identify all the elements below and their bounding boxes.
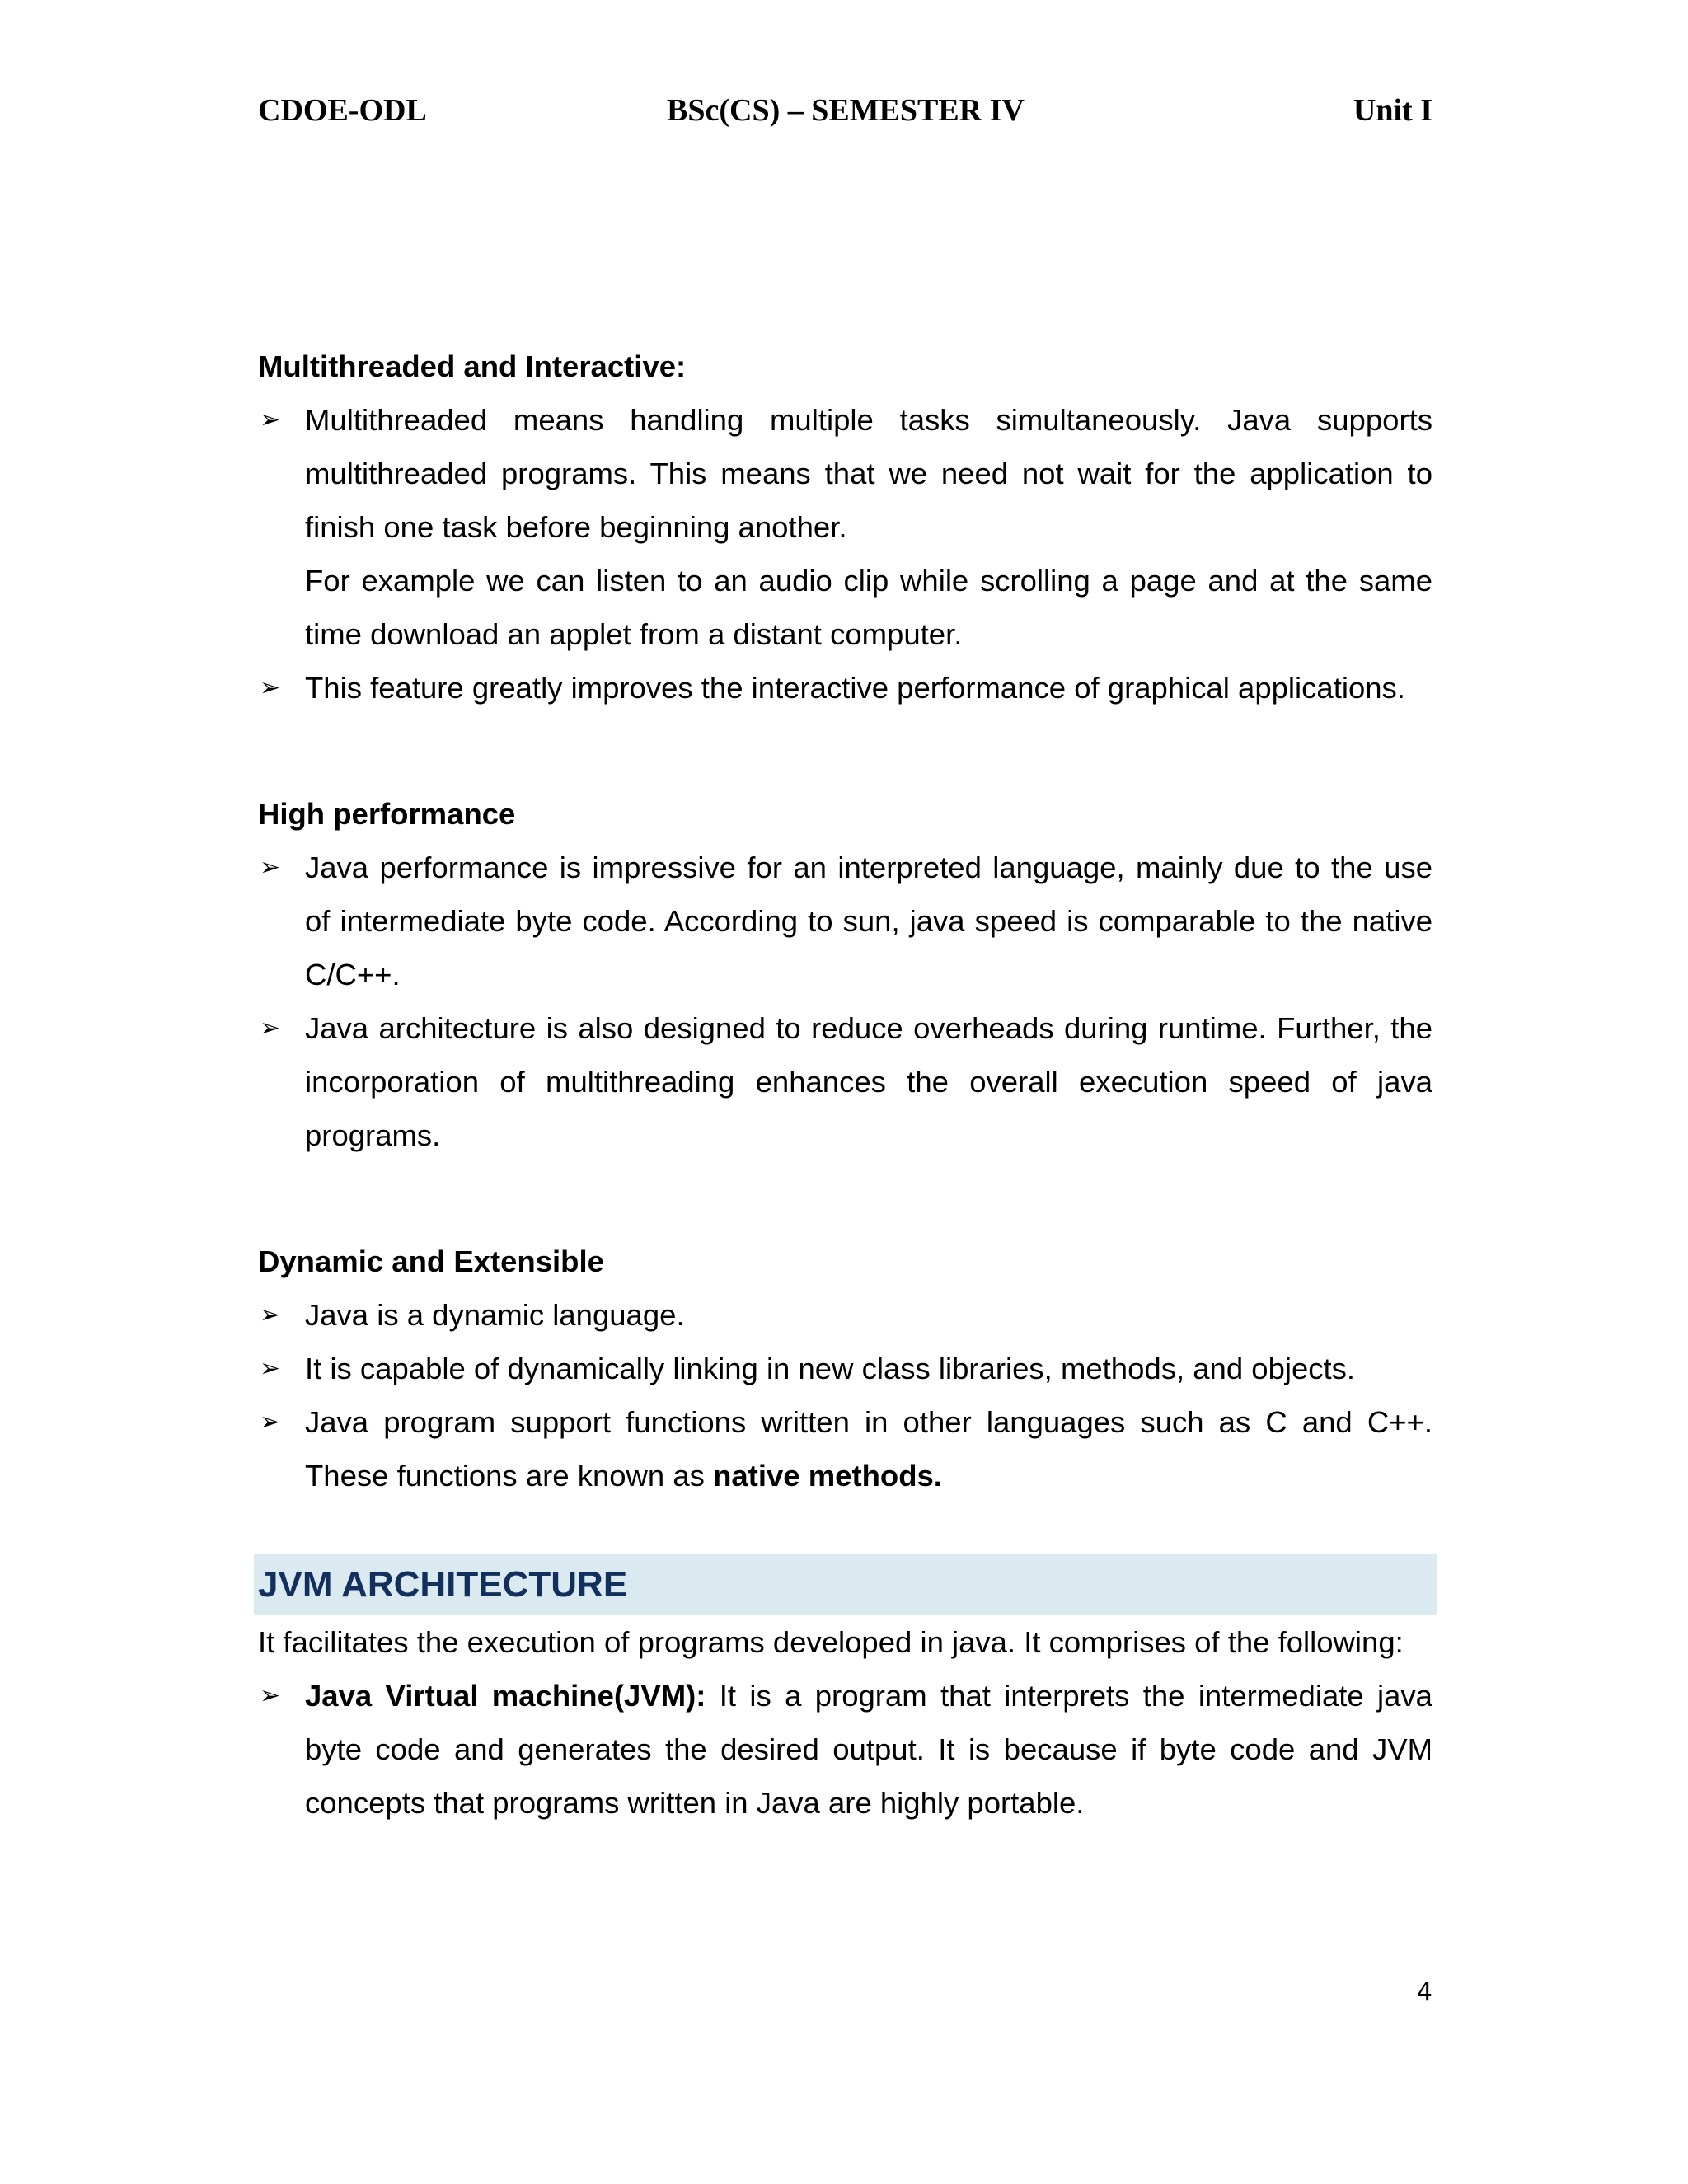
list-item (258, 1001, 1432, 1162)
section-multithreaded (258, 340, 1432, 715)
bullet-text (305, 1395, 1432, 1502)
arrow-bullet-icon: ➢ (260, 854, 281, 881)
list-item (258, 1288, 1432, 1342)
page-content (258, 340, 1432, 1830)
arrow-bullet-icon: ➢ (260, 1301, 281, 1329)
arrow-bullet-icon: ➢ (260, 406, 281, 434)
arrow-bullet-icon: ➢ (260, 1682, 281, 1709)
arrow-bullet-icon: ➢ (260, 674, 281, 701)
section-heading-band (254, 1554, 1437, 1615)
section-dynamic (258, 1235, 1432, 1502)
bullet-text: Java performance is impressive for an interpreted language, mainly due to the use of intermediate byte code. According to sun, java speed is comparable to the native C/C++. (305, 851, 1432, 991)
list-item (258, 1395, 1432, 1502)
header-course: BSc(CS) – SEMESTER IV (667, 93, 1025, 128)
section-intro: It facilitates the execution of programs developed in java. It comprises of the following: (258, 1625, 1404, 1659)
bullet-text-bold: native methods. (713, 1459, 942, 1493)
list-item (258, 841, 1432, 1001)
section-high-performance (258, 787, 1432, 1162)
section-title: Multithreaded and Interactive: (258, 349, 687, 383)
list-item (258, 1669, 1432, 1830)
header-institution: CDOE-ODL (258, 93, 427, 128)
section-jvm (258, 1554, 1432, 1830)
page-header (258, 92, 1432, 134)
spacer (258, 715, 1432, 787)
section-title: Dynamic and Extensible (258, 1244, 604, 1278)
spacer (258, 1162, 1432, 1235)
bullet-text: Multithreaded means handling multiple tasks simultaneously. Java supports multithreaded programs. This means that we need not wait for the application to finish one task before beginning another. (305, 403, 1432, 544)
list-item (258, 1342, 1432, 1395)
arrow-bullet-icon: ➢ (260, 1015, 281, 1042)
arrow-bullet-icon: ➢ (260, 1355, 281, 1382)
bullet-text: Java is a dynamic language. (305, 1298, 685, 1332)
bullet-example: For example we can listen to an audio clip while scrolling a page and at the same time download an applet from a distant computer. (305, 564, 1432, 651)
list-item (258, 393, 1432, 661)
header-unit: Unit I (1353, 93, 1432, 128)
bullet-text-bold: Java Virtual machine(JVM): (305, 1679, 706, 1713)
arrow-bullet-icon: ➢ (260, 1408, 281, 1436)
bullet-text: This feature greatly improves the interactive performance of graphical applications. (305, 671, 1405, 705)
bullet-text: It is capable of dynamically linking in new class libraries, methods, and objects. (305, 1352, 1356, 1385)
spacer (258, 1502, 1432, 1554)
list-item (258, 661, 1432, 715)
section-heading: JVM ARCHITECTURE (258, 1564, 628, 1605)
bullet-text-plain: Java program support functions written in other languages such as C and C++. These functions are known as (305, 1405, 1432, 1493)
page-number: 4 (1416, 1978, 1432, 2007)
bullet-text-plain: It is a program that interprets the intermediate java byte code and generates the desired output. It is because if byte code and JVM concepts that programs written in Java are highly portable. (305, 1679, 1432, 1820)
section-title: High performance (258, 797, 516, 831)
bullet-text (305, 1669, 1432, 1830)
bullet-text: Java architecture is also designed to reduce overheads during runtime. Further, the incorporation of multithreading enhances the overall execution speed of java programs. (305, 1011, 1432, 1152)
